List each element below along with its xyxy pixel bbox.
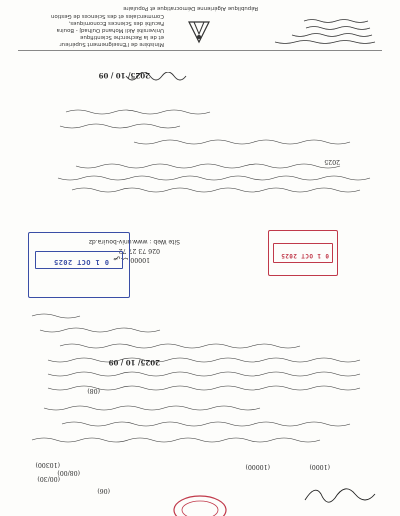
count-08: (08) [87,387,100,394]
letterhead-line-4: Faculté des Sciences Economiques, [68,20,164,26]
arabic-letterhead-text [270,10,380,46]
contact-phone: 026 73 27 72 [118,247,160,254]
contact-website: Site Web : www.univ-bouira.dz [88,238,180,245]
university-logo-icon [185,18,213,46]
blue-reception-stamp-main [28,232,130,298]
count-06: (06) [97,487,110,494]
arabic-body-paragraph-2 [20,296,380,446]
handwritten-signature [300,488,380,508]
amount-1000: (1000) [309,463,330,470]
decision-date-top: 2025/ 10 / 09 [98,71,150,80]
contact-po: ص.ب 10000 [113,256,150,263]
time-0030: (00/30) [37,475,60,482]
red-seal-icon [170,494,230,516]
amount-10300: (10300) [35,461,60,468]
red-stamp [268,230,338,276]
red-stamp-date: 0 1 OCT 2025 [280,252,329,259]
time-0800: (08/00) [57,469,80,476]
decision-date-bottom: 2025/ 10 / 09 [108,358,160,367]
letterhead-rule [18,50,382,51]
blue-stamp-date: 0 1 OCT 2025 [53,258,109,266]
year-2025: 2025 [324,158,340,165]
amount-10000: (10000) [245,463,270,470]
letterhead-line-2: et de la Recherche Scientifique [80,34,164,40]
letterhead-line-1: Ministère de l'Enseignement Supérieur [59,41,164,47]
arabic-body-paragraph-1 [20,86,380,196]
letterhead-line-3: Université Akli Mohand Oulhadj - Bouira [56,27,164,33]
letterhead-republic: République Algérienne Démocratique et Populaire [123,5,258,11]
letterhead-line-5: Commerciales et des Sciences de Gestion [51,13,164,19]
